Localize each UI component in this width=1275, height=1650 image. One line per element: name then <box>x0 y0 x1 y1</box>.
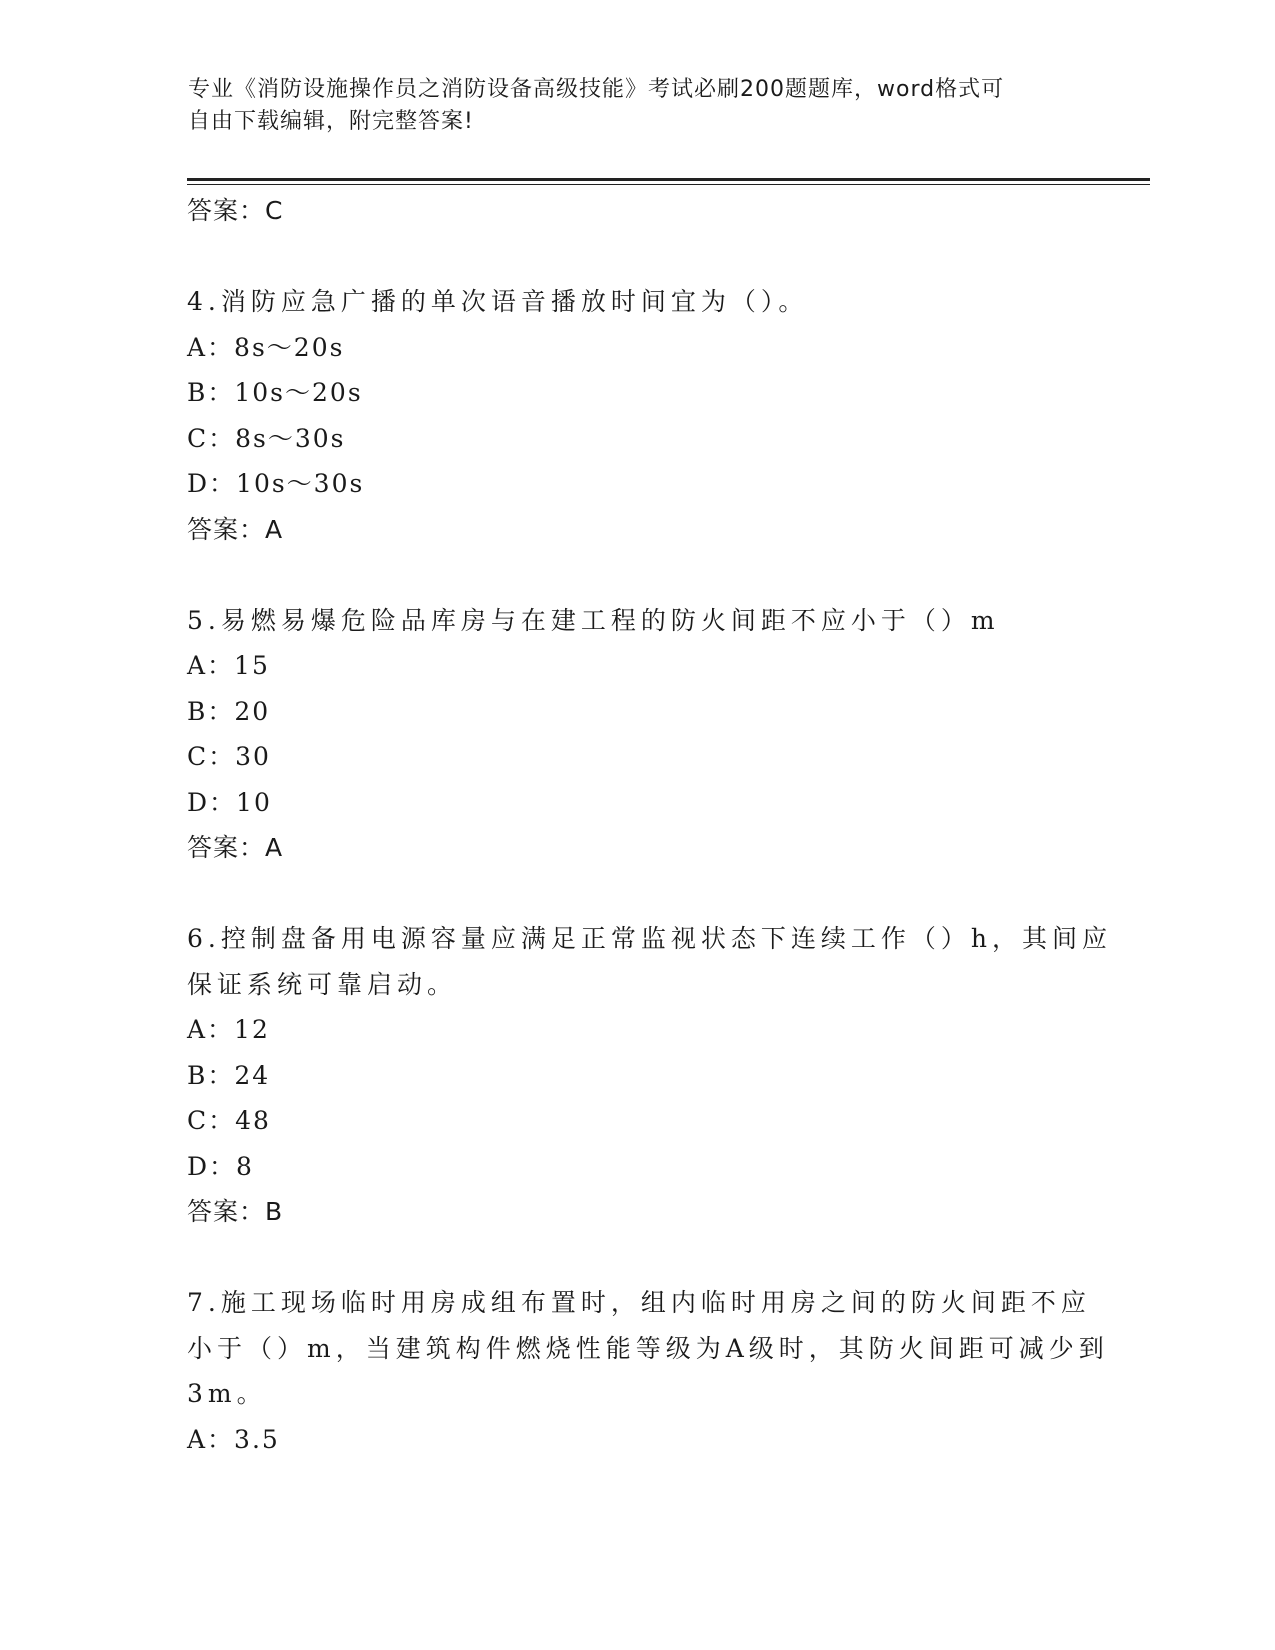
answer-value: C <box>265 196 284 225</box>
question-list <box>187 188 1112 1462</box>
question-answer <box>187 1189 1087 1235</box>
option-d: D：8 <box>187 1151 254 1181</box>
answer-label: 答案： <box>187 196 266 225</box>
header-line-1: 专业《消防设施操作员之消防设备高级技能》考试必刷200题题库，word格式可 <box>188 77 1005 102</box>
question-5 <box>187 598 1087 871</box>
option-c: C：8s～30s <box>187 423 346 453</box>
option-b: B：10s～20s <box>187 378 363 407</box>
answer-value: A <box>265 514 284 544</box>
question-stem-line-2: 小于（）m，当建筑构件燃烧性能等级为A级时，其防火间距可减少到 <box>187 1333 1109 1363</box>
answer-value: A <box>265 833 284 862</box>
question-stem-line-1: 7.施工现场临时用房成组布置时，组内临时用房之间的防火间距不应 <box>187 1288 1091 1317</box>
option-a: A：8s～20s <box>187 332 345 362</box>
question-4 <box>187 279 1087 552</box>
question-stem: 4.消防应急广播的单次语音播放时间宜为（）。 <box>187 287 809 316</box>
option-a: A：3.5 <box>187 1424 280 1454</box>
question-stem-line-1: 6.控制盘备用电源容量应满足正常监视状态下连续工作（）h，其间应 <box>187 924 1112 953</box>
header-rule-thin <box>187 184 1150 185</box>
question-6 <box>187 916 1112 1235</box>
answer-label: 答案： <box>187 833 266 862</box>
document-header <box>188 74 1088 138</box>
option-b: B：20 <box>187 696 271 726</box>
option-d: D：10s～30s <box>187 469 365 498</box>
option-b: B：24 <box>187 1060 271 1090</box>
option-d: D：10 <box>187 787 272 817</box>
question-stem-line-3: 3m。 <box>187 1379 267 1408</box>
option-a: A：12 <box>187 1015 270 1044</box>
option-c: C：48 <box>187 1106 271 1135</box>
question-stem: 5.易燃易爆危险品库房与在建工程的防火间距不应小于（）m <box>187 605 1000 635</box>
question-7 <box>187 1280 1109 1462</box>
header-line-2: 自由下载编辑，附完整答案! <box>188 109 474 134</box>
option-a: A：15 <box>187 651 270 680</box>
header-rule-thick <box>187 178 1150 181</box>
question-stem-line-2: 保证系统可靠启动。 <box>187 969 458 999</box>
question-answer <box>187 825 1087 871</box>
option-c: C：30 <box>187 742 271 771</box>
answer-label: 答案： <box>187 514 266 544</box>
answer-value: B <box>265 1197 284 1226</box>
answer-label: 答案： <box>187 1197 266 1226</box>
question-answer <box>187 507 1087 553</box>
prev-answer <box>187 188 1087 234</box>
